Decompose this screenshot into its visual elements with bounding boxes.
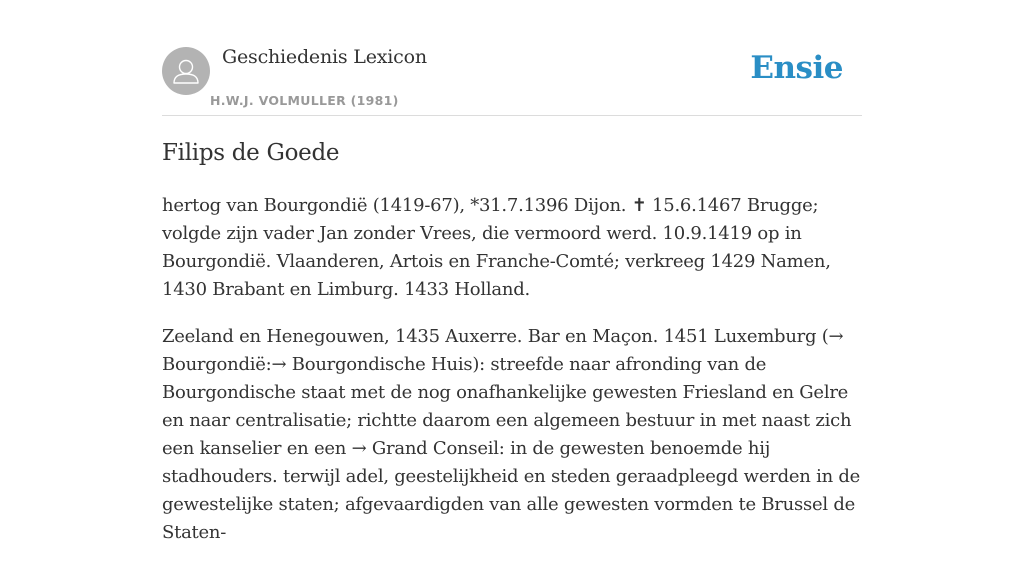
user-icon [162,47,210,95]
entry-body [162,192,862,566]
source-header [162,0,862,116]
entry-paragraph: Zeeland en Henegouwen, 1435 Auxerre. Bar en Maçon. 1451 Luxemburg (→ Bourgondië:→ Bourgondische Huis): streefde naar afronding van de Bourgondische staat met de nog onafhankelijke gewesten Friesland en Gelre en naar centralisatie; richtte daarom een algemeen bestuur in met naast zich een kanselier en een → Grand Conseil: in de gewesten benoemde hij stadhouders. terwijl adel, geestelijkheid en steden geraadpleegd werden in de gewestelijke staten; afgevaardigden van alle gewesten vormden te Brussel de Staten- [162,326,861,543]
source-title[interactable]: Geschiedenis Lexicon [222,46,427,68]
source-author: H.W.J. VOLMULLER (1981) [210,93,399,108]
author-avatar[interactable] [162,47,210,95]
entry-paragraph: hertog van Bourgondië (1419-67), *31.7.1396 Dijon. ✝ 15.6.1467 Brugge; volgde zijn vader Jan zonder Vrees, die vermoord werd. 10.9.1419 op in Bourgondië. Vlaanderen, Artois en Franche-Comté; verkreeg 1429 Namen, 1430 Brabant en Limburg. 1433 Holland. [162,195,831,300]
entry-title: Filips de Goede [162,140,340,166]
brand-logo[interactable]: Ensie [750,50,843,86]
